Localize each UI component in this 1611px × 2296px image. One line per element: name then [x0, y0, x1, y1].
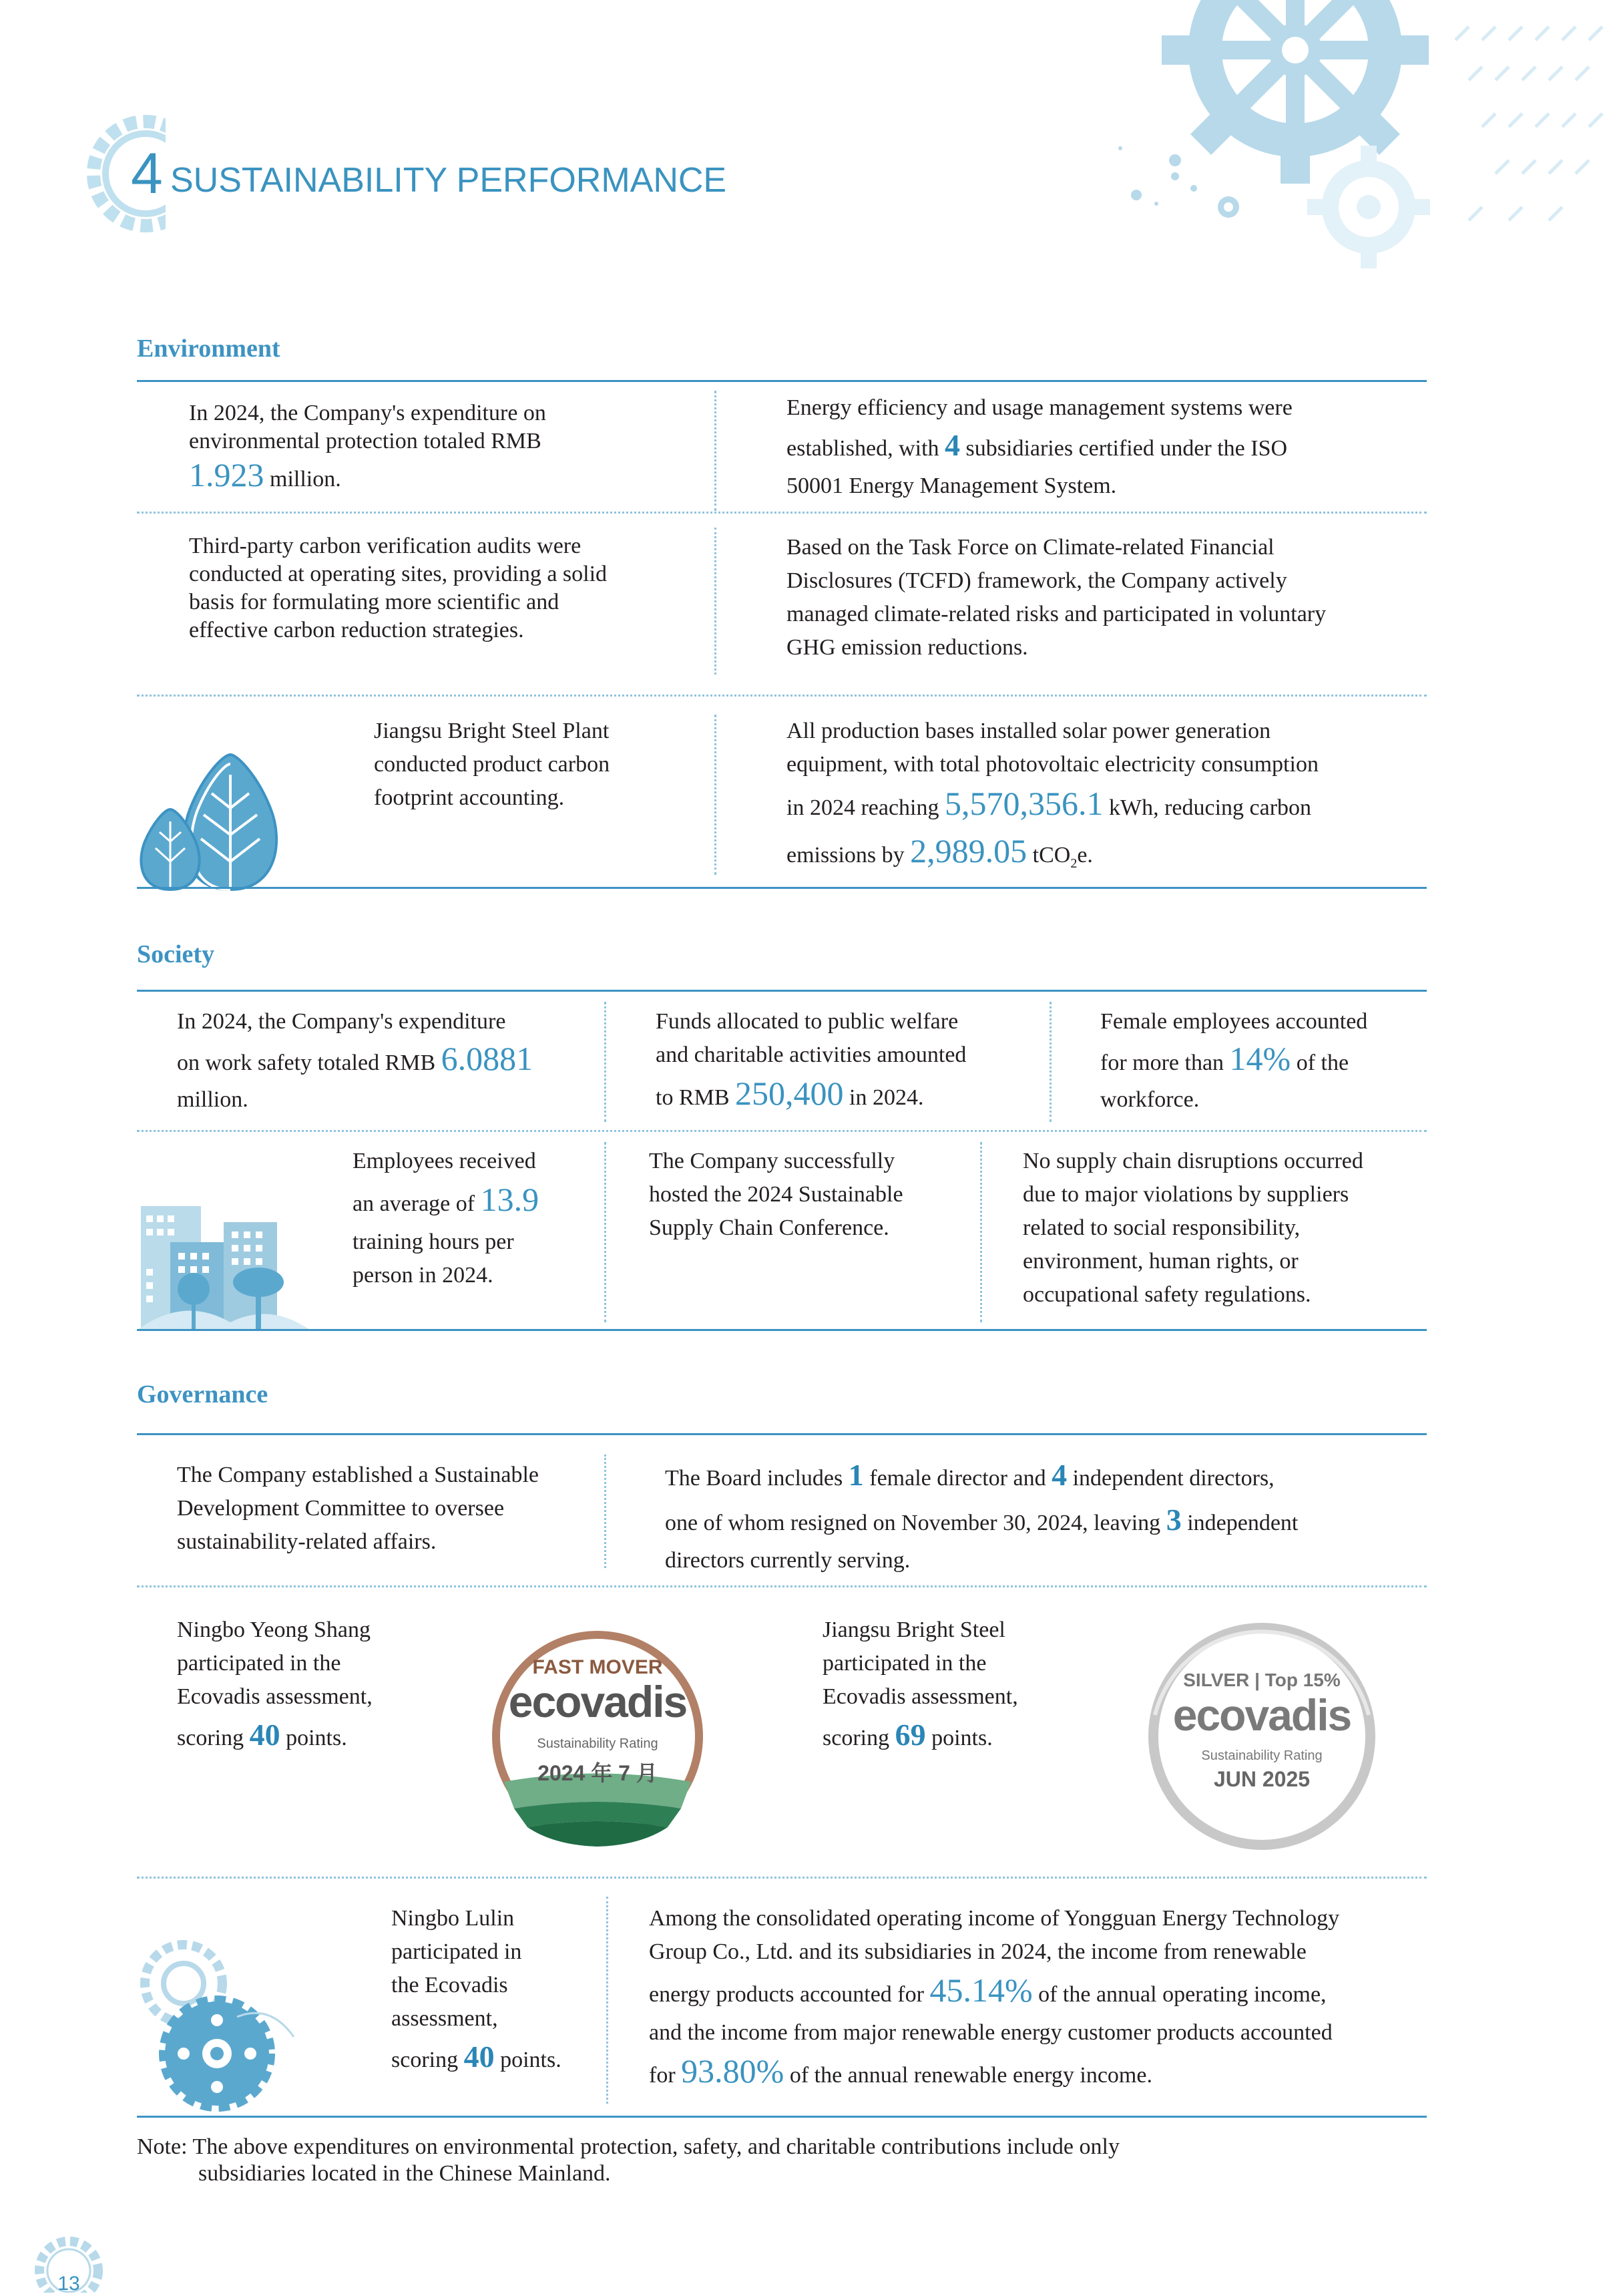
society-heading: Society — [137, 940, 215, 968]
badge-brand: ecovadis — [1172, 1690, 1351, 1740]
header-gear-decoration — [1042, 0, 1611, 294]
gov-yeong-shang-score: 40 — [249, 1718, 280, 1752]
gear-icon — [1218, 196, 1239, 218]
env-solar-block: All production bases installed solar power generation equipment, with total photovoltaic electricity consumption in 2024 reaching 5,570,356.1 kWh, reducing carbon emissions by 2,989.05 tCO$_2$e. — [786, 719, 1319, 871]
page-title: SUSTAINABILITY PERFORMANCE — [170, 161, 727, 200]
soc-safety-block: In 2024, the Company's expenditure on work safety totaled RMB 6.0881 million. — [177, 1009, 533, 1112]
env-footprint-block: Jiangsu Bright Steel Plant conducted product carbon footprint accounting. — [374, 719, 610, 810]
gov-yeong-shang-block: Ningbo Yeong Shang participated in the Ecovadis assessment, scoring 40 points. — [177, 1617, 373, 1752]
ecovadis-fast-mover-badge — [487, 1615, 708, 1859]
badge-date: JUN 2025 — [1213, 1767, 1311, 1791]
gov-bright-steel-score: 69 — [895, 1718, 926, 1752]
soc-charity-block: Funds allocated to public welfare and charitable activities amounted to RMB 250,400 in 2024. — [656, 1009, 967, 1112]
badge-fast-mover-label: FAST MOVER — [532, 1656, 663, 1678]
ecovadis-silver-badge — [1135, 1615, 1389, 1859]
city-buildings-icon — [137, 1202, 310, 1330]
gov-remaining-directors-value: 3 — [1166, 1503, 1182, 1537]
soc-training-value: 13.9 — [480, 1181, 539, 1218]
gov-board-block: The Board includes 1 female director and 4 independent directors, one of whom resigned on November 30, 2024, leaving 3 independent directors currently serving. — [665, 1458, 1299, 1573]
environment-top-rule — [137, 380, 1427, 382]
env-subsidiaries-value: 4 — [945, 428, 961, 462]
gear-icon — [1162, 0, 1429, 184]
gov-lulin-block: Ningbo Lulin participated in the Ecovadis assessment, scoring 40 points. — [391, 1906, 561, 2074]
env-energy-block: Energy efficiency and usage management systems were established, with 4 subsidiaries certified under the ISO 50001 Energy Management System. — [786, 395, 1293, 498]
soc-supply-chain-block: No supply chain disruptions occurred due to major violations by suppliers related to social responsibility, environment, human rights, or occupational safety regulations. — [1023, 1149, 1363, 1307]
env-carbon-audit-block: Third-party carbon verification audits were conducted at operating sites, providing a solid basis for formulating more scientific and effective carbon reduction strategies. — [189, 534, 608, 642]
gears-icon — [137, 1937, 297, 2117]
gov-renewable-share-value: 45.14% — [929, 1971, 1033, 2009]
gov-independent-directors-value: 4 — [1052, 1458, 1068, 1492]
leaf-icon — [137, 748, 297, 895]
gov-committee-block: The Company established a Sustainable Development Committee to oversee sustainability-related affairs. — [177, 1463, 539, 1554]
env-tcfd-block: Based on the Task Force on Climate-related Financial Disclosures (TCFD) framework, the Company actively managed climate-related risks and participated in voluntary GHG emission reductions. — [786, 535, 1327, 660]
footnote: Note: The above expenditures on environmental protection, safety, and charitable contributions include only subsidiaries located in the Chinese Mainland. — [137, 2134, 1120, 2186]
soc-safety-value: 6.0881 — [441, 1040, 533, 1077]
soc-training-block: Employees received an average of 13.9 training hours per person in 2024. — [353, 1149, 539, 1288]
gov-female-director-value: 1 — [848, 1458, 864, 1492]
badge-date: 2024 年 7 月 — [537, 1761, 658, 1785]
badge-silver-label: SILVER | Top 15% — [1183, 1670, 1341, 1690]
soc-female-block: Female employees accounted for more than 14% of the workforce. — [1100, 1009, 1368, 1112]
env-solar-kwh-value: 5,570,356.1 — [945, 785, 1104, 822]
env-carbon-reduction-value: 2,989.05 — [910, 832, 1027, 870]
badge-rating-label: Sustainability Rating — [537, 1736, 658, 1751]
section-number: 4 — [131, 142, 163, 206]
soc-female-value: 14% — [1229, 1040, 1291, 1077]
soc-charity-value: 250,400 — [735, 1075, 844, 1112]
gov-bright-steel-block: Jiangsu Bright Steel participated in the Ecovadis assessment, scoring 69 points. — [823, 1617, 1018, 1752]
badge-brand: ecovadis — [508, 1677, 687, 1726]
env-expenditure-value: 1.923 — [189, 456, 264, 494]
gear-icon — [1307, 146, 1430, 268]
page-number: 13 — [57, 2273, 80, 2295]
badge-rating-label: Sustainability Rating — [1201, 1748, 1323, 1763]
governance-heading: Governance — [137, 1380, 268, 1408]
environment-heading: Environment — [137, 335, 280, 363]
soc-conference-block: The Company successfully hosted the 2024 Sustainable Supply Chain Conference. — [649, 1149, 903, 1240]
gov-lulin-score: 40 — [463, 2040, 495, 2074]
gov-renewable-income-block: Among the consolidated operating income of Yongguan Energy Technology Group Co., Ltd. and its subsidiaries in 2024, the income from renewable energy products accounted for 45.14% of the annual operating income, and the income from major renewable energy customer products accounted for 93.80% of the annual renewable energy income. — [649, 1906, 1340, 2090]
env-expenditure-block: In 2024, the Company's expenditure on environmental protection totaled RMB 1.923 million. — [189, 401, 546, 494]
gov-major-customer-share-value: 93.80% — [681, 2052, 784, 2090]
